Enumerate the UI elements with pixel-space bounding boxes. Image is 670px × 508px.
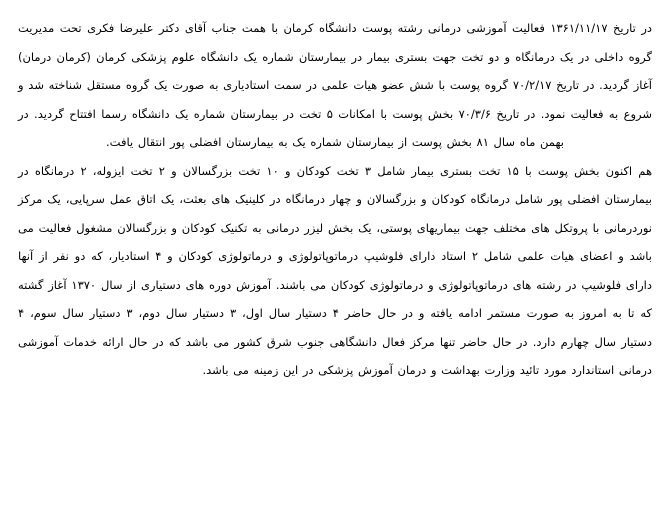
document-page — [18, 14, 652, 494]
current-status-paragraph — [18, 157, 652, 385]
current-status-text: هم اکنون بخش پوست با ۱۵ تخت بستری بیمار شامل ۳ تخت کودکان و ۱۰ تخت بزرگسالان و ۲ تخت ایزوله، ۲ درمانگاه در بیمارستان افضلی پور شامل درمانگاه کودکان و بزرگسالان و چهار درمانگاه در کلینیک های بعثت، یک اتاق عمل سرپایی، یک مرکز نوردرمانی با پروتکل های مختلف جهت بیماریهای پوستی، یک بخش لیزر درمانی به تکنیک کودکان و بزرگسالان مشغول فعالیت می باشد و اعضای هیات علمی شامل ۲ استاد دارای فلوشیپ درماتوپاتولوژی و درماتولوژی کودکان و ۴ استادیار، که دو نفر از آنها دارای فلوشیپ در رشته های درماتوپاتولوژی و درماتولوژی کودکان می باشند. آموزش دوره های دستیاری از سال ۱۳۷۰ آغاز گشته که تا به امروز به صورت مستمر ادامه یافته و در حال حاضر ۴ دستیار سال اول، ۳ دستیار سال دوم، ۳ دستیار سال سوم، ۴ دستیار سال چهارم دارد. — [18, 163, 653, 349]
history-paragraph: در تاریخ ۱۳۶۱/۱۱/۱۷ فعالیت آموزشی درمانی رشته پوست دانشگاه کرمان با همت جناب آقای دکتر علیرضا فکری تحت مدیریت گروه داخلی در یک درمانگاه و دو تخت جهت بستری بیمار در بیمارستان شماره یک دانشگاه علوم پزشکی کرمان (کرمان درمان) آغاز گردید. در تاریخ ۷۰/۲/۱۷ گروه پوست با شش عضو هیات علمی در سمت استادیاری به صورت یک گروه مستقل شناخته شد و شروع به فعالیت نمود. در تاریخ ۷۰/۳/۶ بخش پوست با امکانات ۵ تخت در بیمارستان شماره یک دانشگاه رسما افتتاح گردید. در بهمن ماه سال ۸۱ بخش پوست از بیمارستان شماره یک به بیمارستان افضلی پور انتقال یافت. — [18, 21, 653, 149]
current-status-closing-text: در حال حاضر تنها مرکز فعال دانشگاهی جنوب شرق کشور می باشد که در حال ارائه خدمات آموزشی درمانی استاندارد مورد تائید وزارت بهداشت و درمان آموزش پزشکی در این زمینه می باشد. — [18, 334, 652, 377]
